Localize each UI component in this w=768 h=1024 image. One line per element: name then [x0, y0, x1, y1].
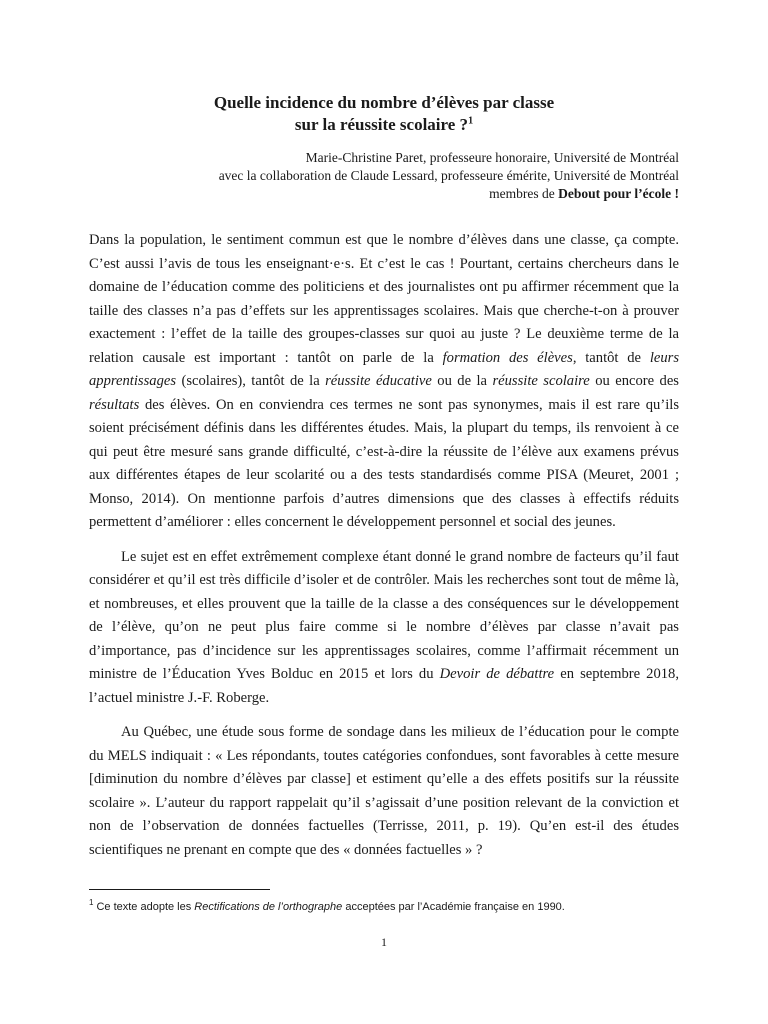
body-text: [89, 229, 679, 873]
author-line-1: Marie-Christine Paret, professeure honoraire, Université de Montréal: [305, 150, 679, 165]
text-segment: , tantôt de: [572, 349, 650, 366]
paragraph: [89, 229, 679, 535]
italic-text-segment: leurs apprentissages: [89, 349, 680, 389]
italic-text-segment: formation des élèves: [442, 349, 573, 366]
author-line-2: avec la collaboration de Claude Lessard, professeure émérite, Université de Montréal: [218, 168, 679, 183]
organization-name: Debout pour l’école !: [558, 186, 679, 201]
title-line-2-text: sur la réussite scolaire ?: [294, 115, 469, 134]
text-segment: ou de la: [431, 373, 493, 389]
footnote-italic: Rectifications de l’orthographe: [194, 901, 343, 913]
page-number: 1: [381, 935, 387, 949]
text-segment: en septembre 2018, l’actuel ministre J.-F. Roberge.: [89, 666, 679, 706]
author-line-3-prefix: membres de: [489, 186, 559, 201]
text-segment: Dans la population, le sentiment commun est que le nombre d’élèves dans une classe, ça compte. C’est aussi l’avis de tous les enseignant·e·s. Et c’est le cas ! Pourtant, certains chercheurs dans le domaine de l’éducation comme des politiciens et des journalistes ont pu affirmer récemment que la taille des classes n’a pas d’effets sur les apprentissages scolaires. Mais que cherche-t-on à prouver exactement : l’effet de la taille des groupes-classes sur quoi au juste ? Le deuxième terme de la relation causale est important : tantôt on parle de la: [89, 232, 679, 366]
title-line-2: [0, 114, 768, 136]
document-title: [0, 92, 768, 136]
text-segment: Le sujet est en effet extrêmement complexe étant donné le grand nombre de facteurs qu’il faut considérer et qu’il est très difficile d’isoler et de contrôler. Mais les recherches sont tout de même là, et nombreuses, et elles prouvent que la taille de la classe a des conséquences sur le développement de l’élève, qu’on ne peut plus faire comme si le nombre d’élèves par classe n’avait pas d’importance, pas d’incidence sur les apprentissages scolaires, comme l’affirmait récemment un ministre de l’Éducation Yves Bolduc en 2015 et lors du: [89, 548, 679, 682]
author-block: [59, 149, 679, 203]
text-segment: ou encore des: [589, 373, 679, 389]
text-segment: des élèves. On en conviendra ces termes ne sont pas synonymes, mais il est rare qu’ils soient précisément définis dans les différentes études. Mais, la plupart du temps, ils renvoient à ce qui peut être mesuré sans grande difficulté, c’est-à-dire la réussite de l’élève aux examens prévus aux différentes étapes de leur scolarité ou a des tests standardisés comme PISA (Meuret, 2001 ; Monso, 2014). On mentionne parfois d’autres dimensions que des classes à effectifs réduits permettent d’améliorer : elles concernent le développement personnel et social des jeunes.: [89, 396, 679, 530]
paragraph: [89, 721, 679, 862]
footnote-prefix: Ce texte adopte les: [96, 901, 195, 913]
footnote-number: 1: [89, 898, 94, 908]
italic-text-segment: résultats: [89, 396, 140, 413]
title-line-1: Quelle incidence du nombre d’élèves par classe: [213, 93, 555, 112]
footnote: [89, 900, 689, 915]
italic-text-segment: Devoir de débattre: [439, 666, 555, 682]
text-segment: (scolaires), tantôt de la: [176, 373, 326, 389]
text-segment: Au Québec, une étude sous forme de sondage dans les milieux de l’éducation pour le compte du MELS indiquait : « Les répondants, toutes catégories confondues, sont favorables à cette mesure [diminution du nombre d’élèves par classe] et estiment qu’elle a des effets positifs sur la réussite scolaire ». L’auteur du rapport rappelait qu’il s’agissait d’une position relevant de la conviction et non de l’observation de données factuelles (Terrisse, 2011, p. 19). Qu’en est-il des études scientifiques ne prenant en compte que des « données factuelles » ?: [89, 724, 679, 858]
title-footnote-ref[interactable]: 1: [468, 115, 474, 127]
paragraph: [89, 546, 679, 711]
footnote-suffix: acceptées par l’Académie française en 1990.: [342, 901, 565, 913]
footnote-separator: [89, 889, 270, 890]
author-line-3: [59, 185, 679, 203]
italic-text-segment: réussite éducative: [325, 373, 432, 389]
italic-text-segment: réussite scolaire: [492, 373, 590, 389]
